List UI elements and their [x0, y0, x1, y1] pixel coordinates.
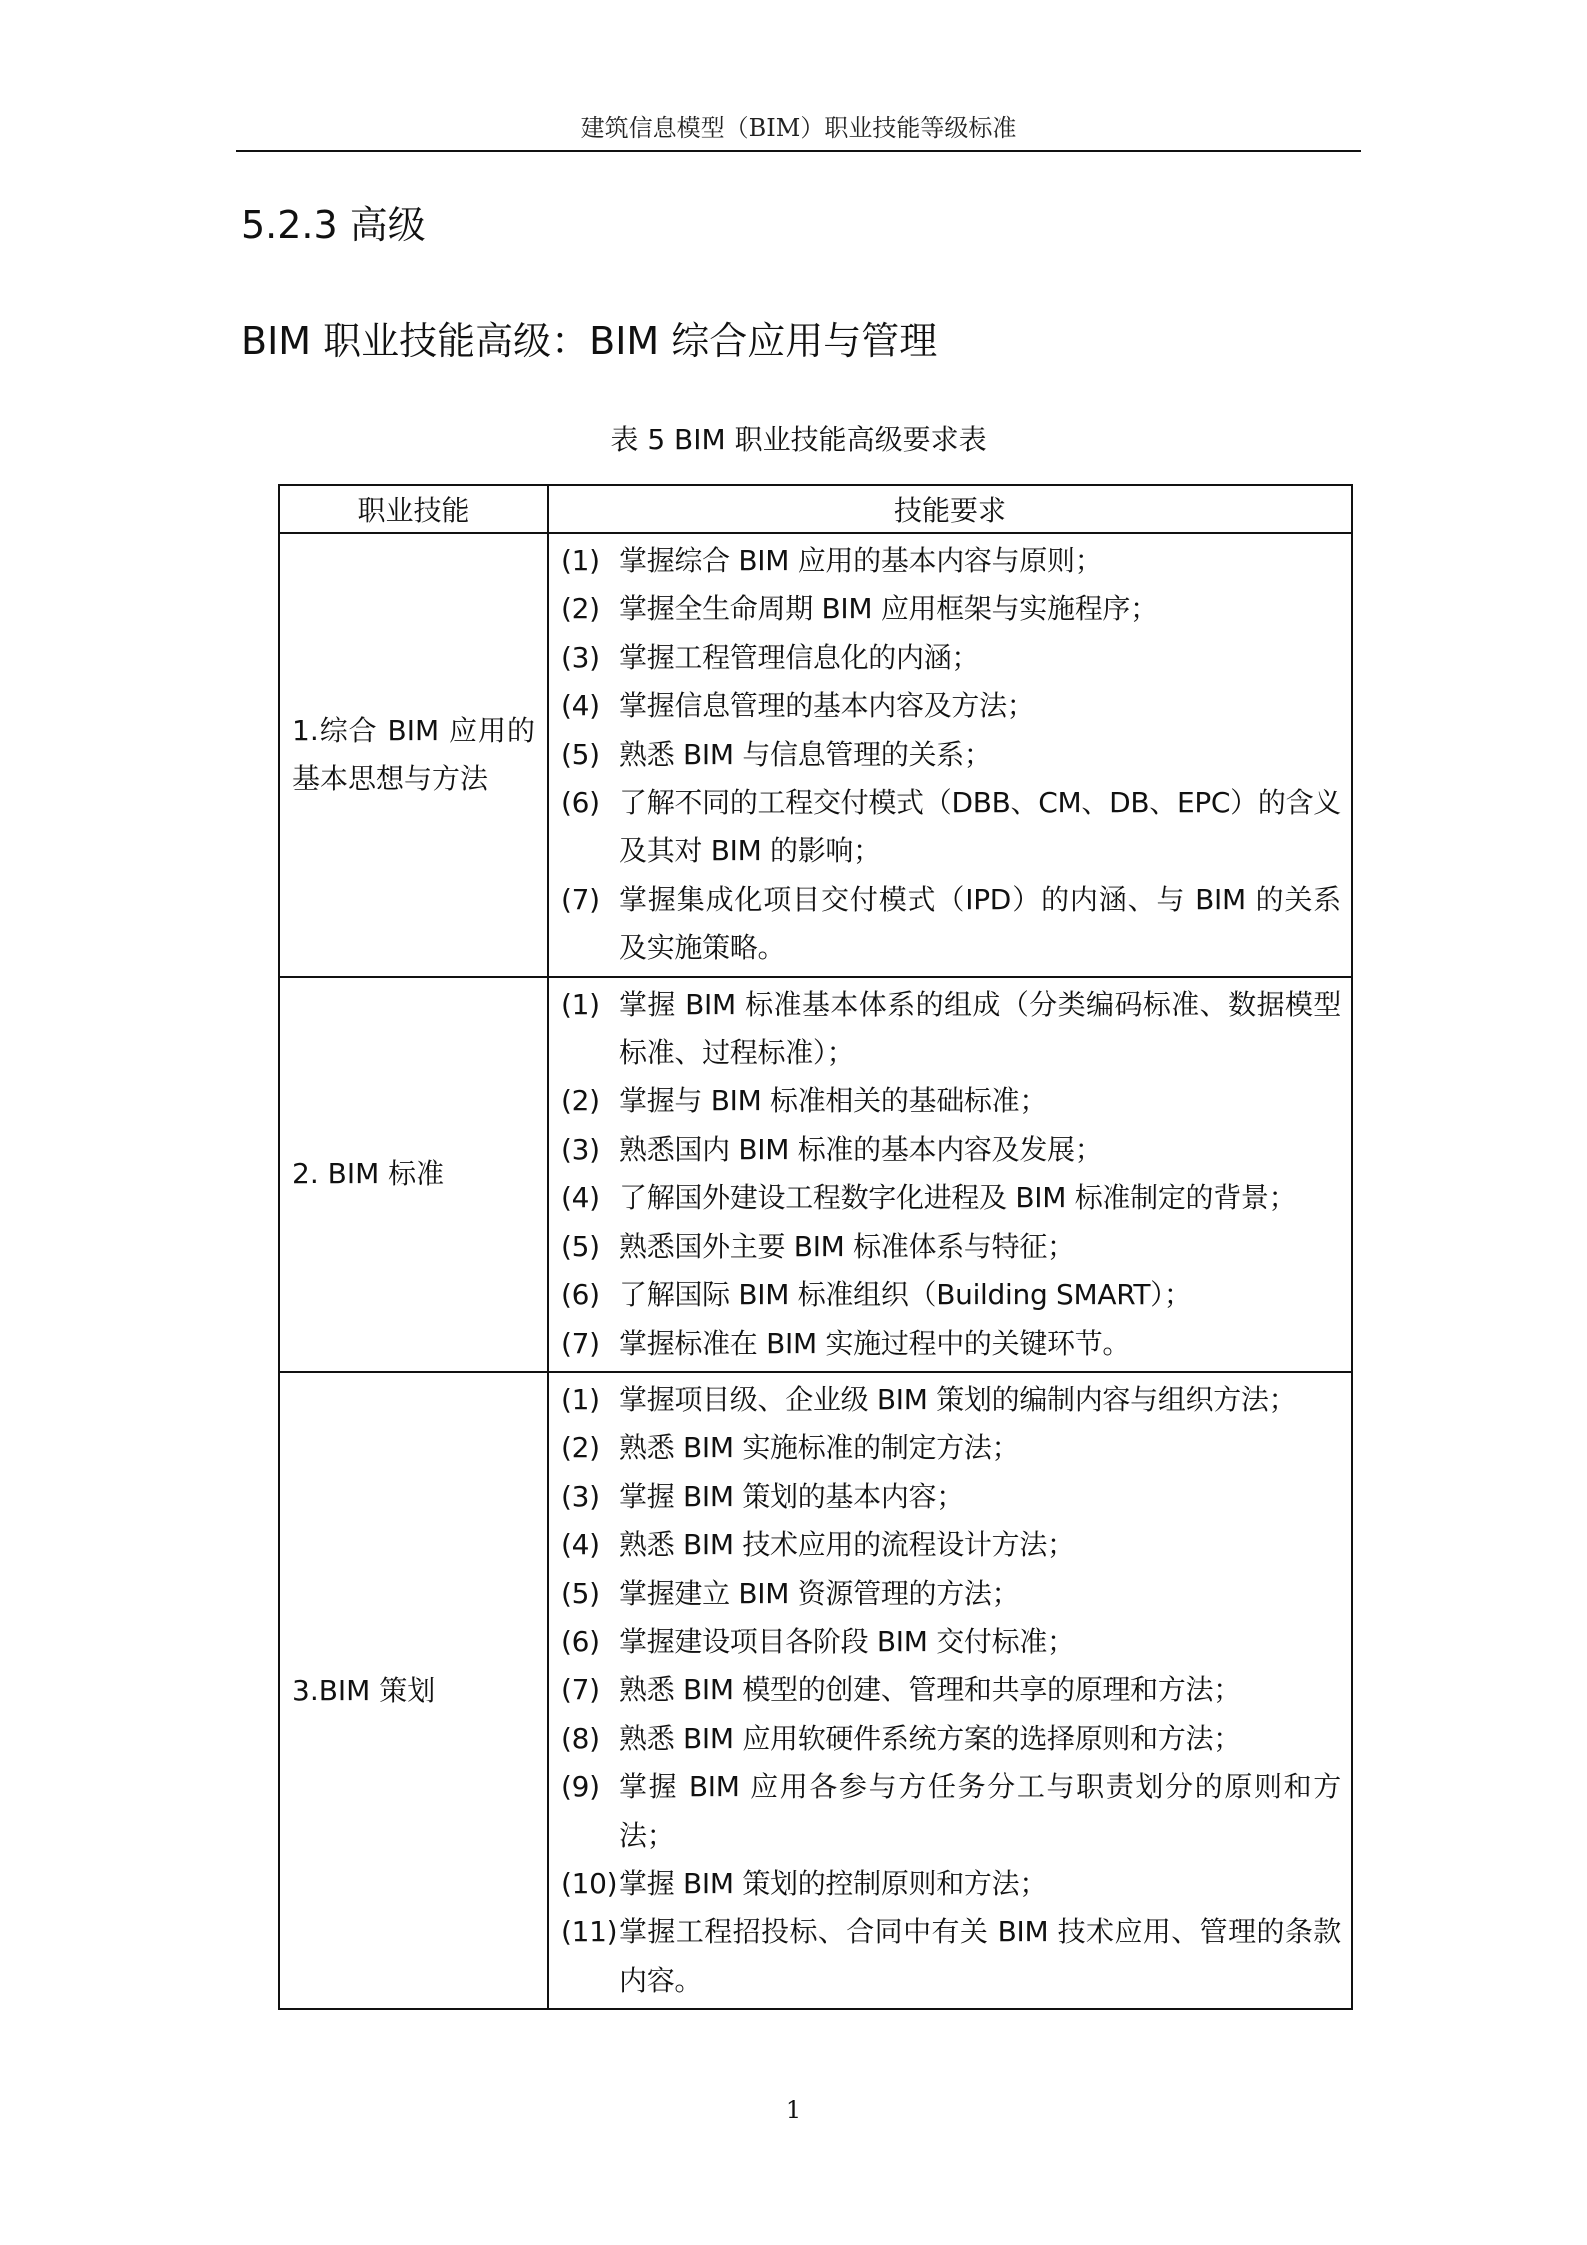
- list-item: [561, 634, 1341, 682]
- item-text: 熟悉 BIM 技术应用的流程设计方法；: [619, 1528, 1075, 1562]
- item-number: (2): [561, 1431, 600, 1465]
- item-number: (1): [561, 544, 600, 577]
- list-item: [561, 1618, 1341, 1666]
- item-text: 掌握标准在 BIM 实施过程中的关键环节。: [619, 1326, 1131, 1360]
- list-item: [561, 1174, 1341, 1222]
- item-text: 掌握 BIM 应用各参与方任务分工与职责划分的原则和方法；: [619, 1770, 1341, 1852]
- item-text: 掌握工程管理信息化的内涵；: [619, 640, 980, 674]
- item-number: (8): [561, 1721, 600, 1755]
- item-text: 掌握信息管理的基本内容及方法；: [619, 689, 1035, 723]
- item-text: 掌握 BIM 策划的控制原则和方法；: [619, 1866, 1048, 1900]
- list-item: [561, 1666, 1341, 1714]
- table-header-row: [279, 485, 1352, 533]
- item-text: 掌握 BIM 策划的基本内容；: [619, 1479, 964, 1513]
- skills-table: [278, 484, 1353, 2010]
- skill-cell: 1.综合 BIM 应用的基本思想与方法: [279, 533, 548, 977]
- item-number: (3): [561, 1479, 600, 1513]
- item-number: (9): [561, 1770, 600, 1804]
- running-header: 建筑信息模型（BIM）职业技能等级标准: [236, 106, 1361, 152]
- item-number: (2): [561, 592, 600, 626]
- list-item: [561, 731, 1341, 779]
- list-item: [561, 779, 1341, 876]
- item-number: (10): [561, 1866, 618, 1900]
- item-number: (1): [561, 987, 600, 1021]
- list-item: [561, 1473, 1341, 1521]
- requirements-cell: [548, 533, 1352, 977]
- skill-cell: 2. BIM 标准: [279, 977, 548, 1372]
- item-text: 掌握建设项目各阶段 BIM 交付标准；: [619, 1624, 1075, 1658]
- requirements-list: [561, 1376, 1341, 2005]
- section-heading: 5.2.3 高级: [241, 203, 426, 247]
- list-item: [561, 1376, 1341, 1424]
- item-text: 熟悉国内 BIM 标准的基本内容及发展；: [619, 1132, 1103, 1166]
- item-text: 掌握全生命周期 BIM 应用框架与实施程序；: [619, 592, 1158, 626]
- item-text: 了解国际 BIM 标准组织（Building SMART）；: [619, 1278, 1192, 1312]
- list-item: [561, 981, 1341, 1078]
- item-text: 掌握项目级、企业级 BIM 策划的编制内容与组织方法；: [619, 1382, 1297, 1416]
- list-item: [561, 585, 1341, 633]
- requirements-cell: [548, 977, 1352, 1372]
- item-number: (5): [561, 737, 600, 771]
- list-item: [561, 1077, 1341, 1125]
- item-number: (3): [561, 1132, 600, 1166]
- item-number: (6): [561, 786, 600, 820]
- item-number: (11): [561, 1915, 618, 1949]
- requirements-cell: [548, 1372, 1352, 2009]
- header-skill: 职业技能: [279, 485, 548, 533]
- list-item: [561, 1521, 1341, 1569]
- item-number: (7): [561, 1326, 600, 1360]
- item-number: (7): [561, 882, 600, 916]
- item-text: 掌握集成化项目交付模式（IPD）的内涵、与 BIM 的关系及实施策略。: [619, 882, 1341, 965]
- item-number: (4): [561, 1181, 600, 1215]
- header-requirements: 技能要求: [548, 485, 1352, 533]
- list-item: [561, 876, 1341, 973]
- list-item: [561, 1271, 1341, 1319]
- skill-cell: 3.BIM 策划: [279, 1372, 548, 2009]
- list-item: [561, 1424, 1341, 1472]
- item-number: (5): [561, 1229, 600, 1263]
- table-caption: 表 5 BIM 职业技能高级要求表: [610, 423, 987, 456]
- table-row: [279, 533, 1352, 977]
- table-row: [279, 977, 1352, 1372]
- table-row: [279, 1372, 1352, 2009]
- item-text: 了解国外建设工程数字化进程及 BIM 标准制定的背景；: [619, 1181, 1297, 1215]
- item-text: 了解不同的工程交付模式（DBB、CM、DB、EPC）的含义及其对 BIM 的影响；: [619, 786, 1341, 868]
- list-item: [561, 1860, 1341, 1908]
- item-number: (2): [561, 1084, 600, 1118]
- list-item: [561, 1126, 1341, 1174]
- item-number: (1): [561, 1382, 600, 1416]
- item-text: 掌握与 BIM 标准相关的基础标准；: [619, 1084, 1048, 1118]
- list-item: [561, 682, 1341, 730]
- item-text: 熟悉 BIM 与信息管理的关系；: [619, 737, 992, 771]
- list-item: [561, 1908, 1341, 2005]
- list-item: [561, 1763, 1341, 1860]
- item-text: 掌握 BIM 标准基本体系的组成（分类编码标准、数据模型标准、过程标准）；: [619, 987, 1341, 1070]
- item-number: (6): [561, 1278, 600, 1312]
- item-text: 熟悉 BIM 模型的创建、管理和共享的原理和方法；: [619, 1673, 1241, 1707]
- list-item: [561, 537, 1341, 585]
- item-number: (4): [561, 1528, 600, 1562]
- item-text: 熟悉国外主要 BIM 标准体系与特征；: [619, 1229, 1075, 1263]
- requirements-list: [561, 981, 1341, 1368]
- requirements-list: [561, 537, 1341, 973]
- item-text: 掌握工程招投标、合同中有关 BIM 技术应用、管理的条款内容。: [619, 1915, 1341, 1997]
- list-item: [561, 1570, 1341, 1618]
- list-item: [561, 1320, 1341, 1368]
- item-text: 掌握建立 BIM 资源管理的方法；: [619, 1576, 1020, 1610]
- section-subtitle: BIM 职业技能高级：BIM 综合应用与管理: [241, 319, 938, 363]
- item-number: (6): [561, 1624, 600, 1658]
- item-number: (4): [561, 689, 600, 723]
- list-item: [561, 1715, 1341, 1763]
- item-number: (7): [561, 1673, 600, 1707]
- item-text: 熟悉 BIM 应用软硬件系统方案的选择原则和方法；: [619, 1721, 1241, 1755]
- item-text: 掌握综合 BIM 应用的基本内容与原则；: [619, 544, 1103, 577]
- item-number: (5): [561, 1576, 600, 1610]
- page-number: 1: [785, 2096, 802, 2124]
- list-item: [561, 1223, 1341, 1271]
- item-text: 熟悉 BIM 实施标准的制定方法；: [619, 1431, 1020, 1465]
- item-number: (3): [561, 640, 600, 674]
